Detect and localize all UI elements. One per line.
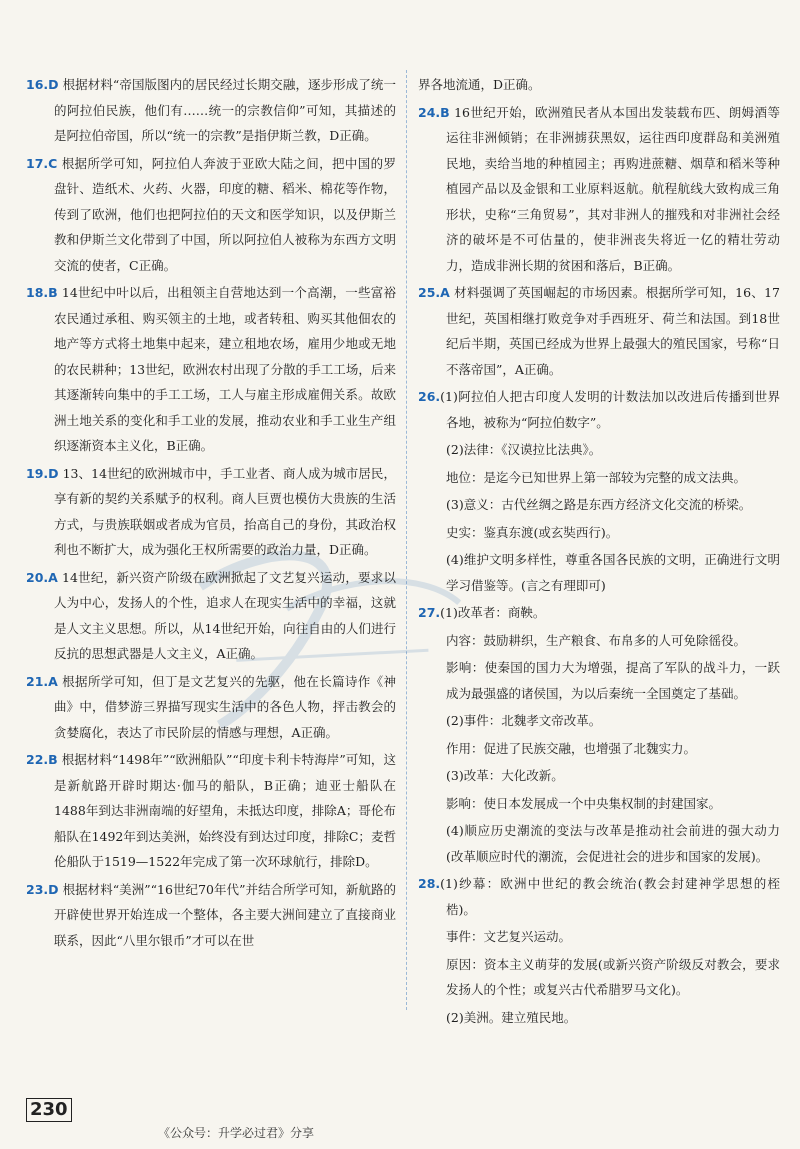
answer-19: 19.D 13、14世纪的欧洲城市中，手工业者、商人成为城市居民，享有新的契约关系赋予的权利。商人巨贾也模仿大贵族的生活方式，与贵族联姻或者成为官员，抬高自己的身份，其政治权利也不断扩大，成为强化王权所需要的政治力量，D正确。 <box>26 465 396 557</box>
right-column <box>418 72 780 1032</box>
answer-21: 21.A 根据所学可知，但丁是文艺复兴的先驱，他在长篇诗作《神曲》中，借梦游三界描写现实生活中的各色人物，抨击教会的贪婪腐化，表达了市民阶层的情感与理想，A正确。 <box>26 673 396 740</box>
answer-28: 28.(1)纱幕：欧洲中世纪的教会统治(教会封建神学思想的桎梏)。 事件：文艺复兴运动。 原因：资本主义萌芽的发展(或新兴资产阶级反对教会，要求发扬人的个性；或复兴古代希腊罗马文化)。 (2)美洲。建立殖民地。 <box>418 876 780 1025</box>
answer-23: 23.D 根据材料“美洲”“16世纪70年代”并结合所学可知，新航路的开辟使世界开始连成一个整体，各主要大洲间建立了直接商业联系，因此“八里尔银币”才可以在世 <box>26 881 397 948</box>
left-column <box>26 72 396 955</box>
answer-16: 16.D 根据材料“帝国版图内的居民经过长期交融，逐步形成了统一的阿拉伯民族，他们有……统一的宗教信仰”可知，其描述的是阿拉伯帝国，所以“统一的宗教”是指伊斯兰教，D正确。 <box>26 77 396 143</box>
page-number: 230 <box>26 1098 72 1122</box>
footer-credit: 《公众号：升学必过君》分享 <box>158 1126 315 1140</box>
answer-23-continued: 界各地流通，D正确。 <box>418 77 541 92</box>
answer-17: 17.C 根据所学可知，阿拉伯人奔波于亚欧大陆之间，把中国的罗盘针、造纸术、火药、火器，印度的糖、稻米、棉花等作物，传到了欧洲，他们也把阿拉伯的天文和医学知识，以及伊斯兰教和伊斯兰文化带到了中国，所以阿拉伯人被称为东西方文明交流的使者，C正确。 <box>26 155 396 273</box>
answer-18: 18.B 14世纪中叶以后，出租领主自营地达到一个高潮，一些富裕农民通过承租、购买领主的土地，或者转租、购买其他佃农的地产等方式将土地集中起来，建立租地农场，雇用少地或无地的农民耕种；13世纪，欧洲农村出现了分散的手工工场，后来其逐渐转向集中的手工工场，工人与雇主形成雇佣关系。故欧洲土地关系的变化和手工业的发展，推动农业和手工业生产组织逐渐资本主义化，B正确。 <box>26 285 396 453</box>
answer-27: 27.(1)改革者：商鞅。 内容：鼓励耕织，生产粮食、布帛多的人可免除徭役。 影响：使秦国的国力大为增强，提高了军队的战斗力，一跃成为最强盛的诸侯国，为以后秦统一全国奠定了基础。 (2)事件：北魏孝文帝改革。 作用：促进了民族交融，也增强了北魏实力。 (3)改革：大化改新。 影响：使日本发展成一个中央集权制的封建国家。 (4)顺应历史潮流的变法与改革是推动社会前进的强大动力(改革顺应时代的潮流，会促进社会的进步和国家的发展)。 <box>418 605 780 864</box>
answer-20: 20.A 14世纪，新兴资产阶级在欧洲掀起了文艺复兴运动，要求以人为中心，发扬人的个性，追求人在现实生活中的幸福，这就是人文主义思想。所以，从14世纪开始，向往自由的人们进行反抗的思想武器是人文主义，A正确。 <box>26 569 396 661</box>
answer-24: 24.B 16世纪开始，欧洲殖民者从本国出发装载布匹、朗姆酒等运往非洲倾销；在非洲掳获黑奴，运往西印度群岛和美洲殖民地，卖给当地的种植园主；再购进蔗糖、烟草和稻米等种植园产品以及金银和工业原料返航。航程航线大致构成三角形状，史称“三角贸易”，其对非洲人的摧残和对非洲社会经济的破坏是不可估量的，使非洲丧失将近一亿的精壮劳动力，造成非洲长期的贫困和落后，B正确。 <box>418 104 780 273</box>
answer-26: 26.(1)阿拉伯人把古印度人发明的计数法加以改进后传播到世界各地，被称为“阿拉伯数字”。 (2)法律：《汉谟拉比法典》。 地位：是迄今已知世界上第一部较为完整的成文法典。 (3)意义：古代丝绸之路是东西方经济文化交流的桥梁。 史实：鉴真东渡(或玄奘西行)。 (4)维护文明多样性，尊重各国各民族的文明，正确进行文明学习借鉴等。(言之有理即可) <box>418 389 780 593</box>
answer-22: 22.B 根据材料“1498年”“欧洲船队”“印度卡利卡特海岸”可知，这是新航路开辟时期达·伽马的船队，B正确；迪亚士船队在1488年到达非洲南端的好望角，未抵达印度，排除A；哥伦布船队在1492年到达美洲，始终没有到达过印度，排除C；麦哲伦船队于1519—1522年完成了第一次环球航行，排除D。 <box>26 752 396 869</box>
answer-25: 25.A 材料强调了英国崛起的市场因素。根据所学可知，16、17世纪，英国相继打败竞争对手西班牙、荷兰和法国。到18世纪后半期，英国已经成为世界上最强大的殖民国家，号称“日不落帝国”，A正确。 <box>418 285 780 377</box>
